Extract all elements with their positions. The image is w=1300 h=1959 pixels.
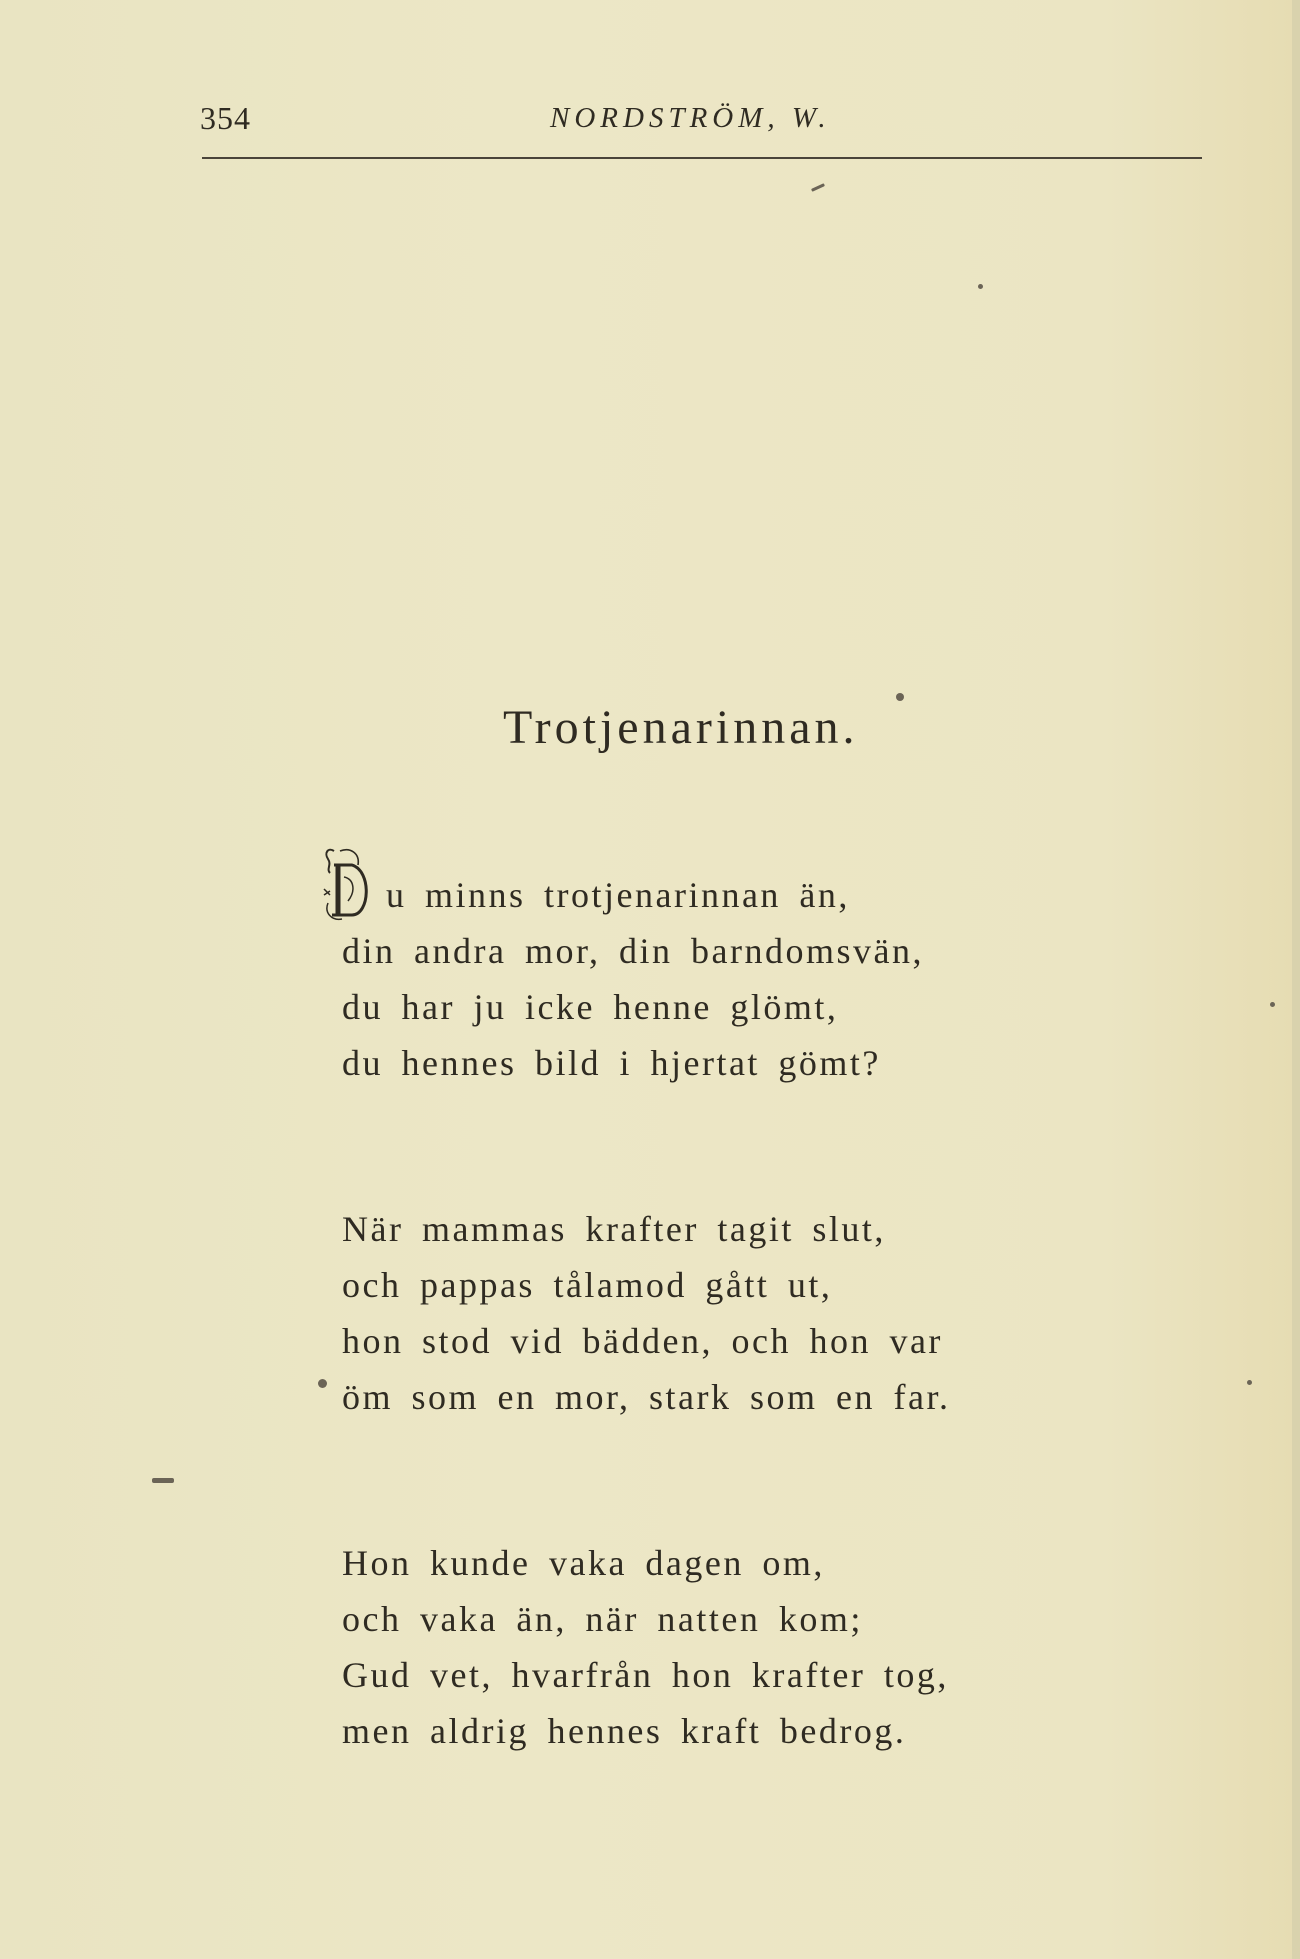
scan-speck [1247, 1380, 1252, 1385]
running-head: NORDSTRÖM, W. [550, 102, 831, 134]
stanza-2 [342, 1201, 950, 1425]
scan-speck [811, 183, 825, 192]
scan-speck [152, 1478, 174, 1483]
ornamental-drop-cap [320, 843, 370, 921]
poem-line [342, 867, 924, 923]
poem-line: öm som en mor, stark som en far. [342, 1377, 951, 1417]
page-edge [1292, 0, 1300, 1959]
header-rule [202, 157, 1202, 159]
stanza-1 [342, 867, 924, 1091]
poem-line: och vaka än, när natten kom; [342, 1599, 863, 1639]
poem-line: Hon kunde vaka dagen om, [342, 1543, 825, 1583]
scan-speck [896, 693, 904, 701]
poem-line: hon stod vid bädden, och hon var [342, 1321, 943, 1361]
poem-line: din andra mor, din barndomsvän, [342, 931, 924, 971]
poem-line: Gud vet, hvarfrån hon krafter tog, [342, 1655, 949, 1695]
scan-speck [978, 284, 983, 289]
poem-line: men aldrig hennes kraft bedrog. [342, 1711, 907, 1751]
poem-line: När mammas krafter tagit slut, [342, 1209, 886, 1249]
poem-line: du har ju icke henne glömt, [342, 987, 839, 1027]
page-number: 354 [200, 100, 251, 136]
poem-line: du hennes bild i hjertat gömt? [342, 1043, 881, 1083]
poem-line-text: u minns trotjenarinnan än, [386, 875, 850, 915]
scan-speck [1270, 1002, 1275, 1007]
stanza-3 [342, 1535, 949, 1759]
poem-line: och pappas tålamod gått ut, [342, 1265, 833, 1305]
poem-title: Trotjenarinnan. [503, 701, 859, 754]
scan-speck [318, 1379, 327, 1388]
